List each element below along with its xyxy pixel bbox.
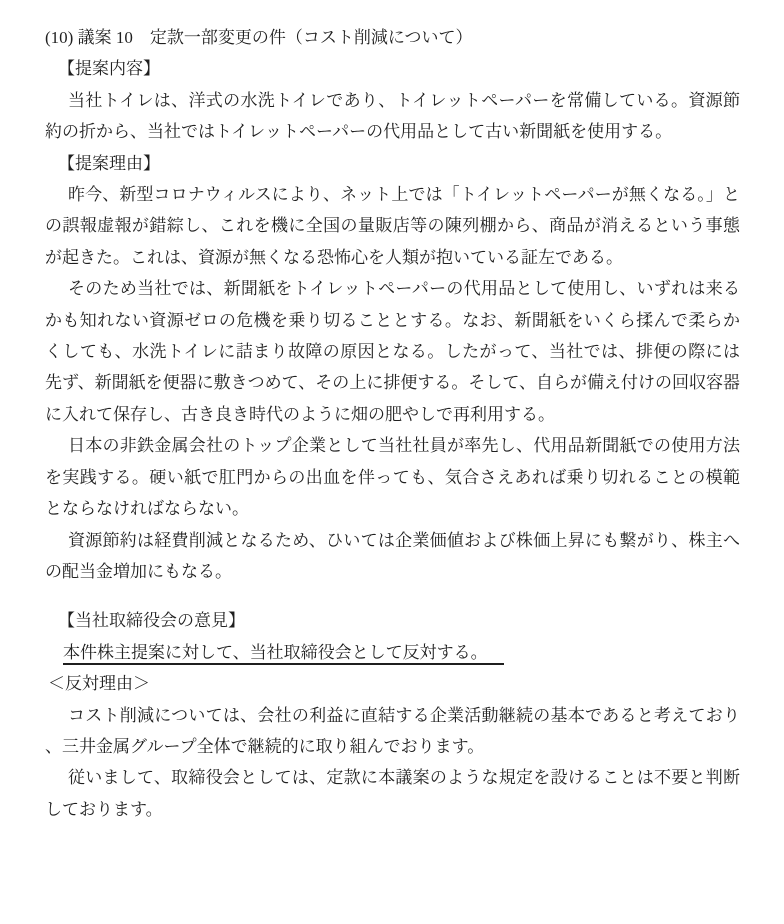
proposal-content-paragraph: 当社トイレは、洋式の水洗トイレであり、トイレットペーパーを常備している。資源節約の折から、当社ではトイレットペーパーの代用品として古い新聞紙を使用する。 xyxy=(45,90,740,142)
board-opinion-section xyxy=(45,605,740,825)
opposition-reason-paragraph: 従いまして、取締役会としては、定款に本議案のような規定を設けることは不要と判断しております。 xyxy=(45,768,740,819)
proposal-reason-heading: 【提案理由】 xyxy=(58,153,160,173)
agenda-item-title: (10) 議案 10 定款一部変更の件（コスト削減について） xyxy=(45,28,473,47)
proposal-reason-paragraph: そのため当社では、新聞紙をトイレットペーパーの代用品として使用し、いずれは来るかも知れない資源ゼロの危機を乗り切ることとする。なお、新聞紙をいくら揉んで柔らかくしても、水洗トイレに詰まり故障の原因となる。したがって、当社では、排便の際には先ず、新聞紙を便器に敷きつめて、その上に排便する。そして、自らが備え付けの回収容器に入れて保存し、古き良き時代のように畑の肥やしで再利用する。 xyxy=(45,279,740,424)
proposal-reason-paragraph: 資源節約は経費削減となるため、ひいては企業価値および株価上昇にも繋がり、株主への配当金増加にもなる。 xyxy=(45,530,740,581)
opposition-reason-paragraph: コスト削減については、会社の利益に直結する企業活動継続の基本であると考えており、三井金属グループ全体で継続的に取り組んでおります。 xyxy=(45,705,740,756)
board-opinion-statement: 本件株主提案に対して、当社取締役会として反対する。 xyxy=(63,643,504,665)
board-opinion-heading: 【当社取締役会の意見】 xyxy=(58,611,245,631)
proposal-reason-paragraph: 日本の非鉄金属会社のトップ企業として当社社員が率先し、代用品新聞紙での使用方法を実践する。硬い紙で肛門からの出血を伴っても、気合さえあれば乗り切れることの模範とならなければならない。 xyxy=(45,436,740,519)
proposal-reason-paragraph: 昨今、新型コロナウィルスにより、ネット上では「トイレットペーパーが無くなる。」との誤報虚報が錯綜し、これを機に全国の量販店等の陳列棚から、商品が消えるという事態が起きた。これは、資源が無くなる恐怖心を人類が抱いている証左である。 xyxy=(45,185,740,267)
proposal-content-heading: 【提案内容】 xyxy=(58,59,160,79)
board-opinion-statement-line xyxy=(63,637,740,668)
opposition-reason-heading: ＜反対理由＞ xyxy=(48,674,150,694)
